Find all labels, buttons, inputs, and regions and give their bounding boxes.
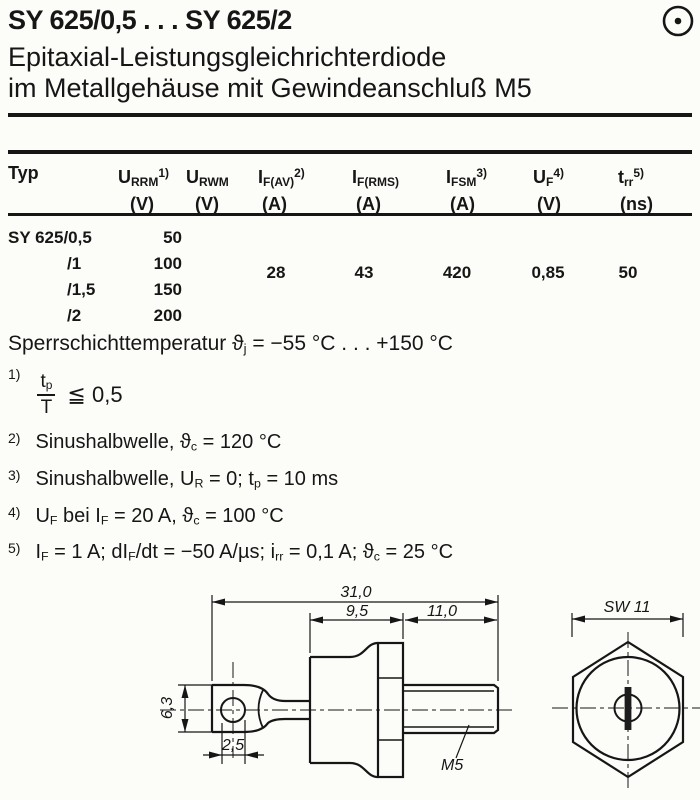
ifsm-shared-value: 420 [442, 263, 472, 282]
page-title: SY 625/0,5 . . . SY 625/2 [8, 5, 292, 35]
ifrms-shared-value: 43 [354, 263, 374, 282]
col-header-ifsm: $I_{FSM}^{3)}$ (A) [446, 166, 488, 214]
footnote-marker: 5) [8, 540, 21, 556]
thread-label: M5 [441, 757, 464, 774]
dim-hole-label: 2,5 [221, 737, 245, 754]
fraction-tp-over-T: $\frac{t_p}{T}$ [37, 371, 55, 419]
footnote-marker: 4) [8, 504, 21, 520]
table-row-typ: /1,5 [67, 280, 96, 299]
footnote-3: 3) Sinushalbwelle, $U_R = 0$; $t_p = 10$ ms [8, 467, 339, 491]
divider-rule-header-bottom [8, 213, 692, 216]
table-row-typ: /2 [67, 306, 82, 325]
footnote-marker: 2) [8, 430, 21, 446]
table-row-typ: SY 625/0,5 [8, 228, 92, 247]
subtitle-line1: Epitaxial-Leistungsgleichrichterdiode [8, 42, 447, 72]
footnote-1 [8, 366, 123, 419]
dim-stud-label: 11,0 [427, 603, 457, 620]
package-outline-drawing [0, 580, 700, 800]
junction-temperature-line: Sperrschichttemperatur $ϑ_j = -55$ °C . . . +150 °C [8, 332, 453, 356]
footnote-marker: 3) [8, 467, 21, 483]
dim-lug-height-label: 6,3 [159, 696, 176, 720]
footnote-4: 4) $U_F$ bei $I_F = 20$ A, $ϑ_c = 100$ °C [8, 504, 284, 528]
ifav-shared-value: 28 [266, 263, 286, 282]
centerlines [160, 632, 700, 792]
lug-end-slot [625, 687, 632, 730]
uf-shared-value: 0,85 [531, 263, 565, 282]
col-header-trr: $t_{rr}^{5)}$ (ns) [618, 166, 653, 214]
col-header-ifav: $I_{F(AV)}^{2)}$ (A) [258, 166, 305, 214]
divider-rule-table-top [8, 150, 692, 154]
footnote-2: 2) Sinushalbwelle, $ϑ_c = 120$ °C [8, 430, 282, 454]
dimension-lines [178, 595, 683, 764]
footnote-1-condition: ≦ 0,5 [67, 382, 123, 407]
urrm-value: 200 [153, 306, 182, 325]
urrm-value: 50 [163, 228, 182, 247]
col-header-uf: $U_F^{4)}$ (V) [533, 166, 565, 214]
urrm-value: 150 [153, 280, 182, 299]
col-header-urwm: $U_{RWM}$ (V) [186, 167, 229, 214]
circle-dot-icon [660, 4, 696, 40]
divider-rule-top [8, 113, 692, 117]
dim-body-label: 9,5 [345, 603, 369, 620]
col-header-urrm: $U_{RRM}^{1)}$ (V) [118, 166, 169, 214]
subtitle-line2: im Metallgehäuse mit Gewindeanschluß M5 [8, 73, 532, 103]
footnote-marker: 1) [8, 366, 21, 382]
footnote-5: 5) $I_F = 1$ A; $dI_F/dt = -50$ A/µs; $i_{rr} = 0,1$ A; $ϑ_c = 25$ °C [8, 540, 454, 564]
col-header-typ: Typ [8, 163, 39, 183]
wrench-size-label: SW 11 [603, 599, 651, 616]
urrm-value: 100 [153, 254, 182, 273]
dim-overall-label: 31,0 [340, 584, 372, 601]
trr-shared-value: 50 [618, 263, 638, 282]
threaded-stud [403, 685, 498, 733]
table-row-typ: /1 [67, 254, 82, 273]
col-header-ifrms: $I_{F(RMS)}$ (A) [352, 167, 400, 214]
